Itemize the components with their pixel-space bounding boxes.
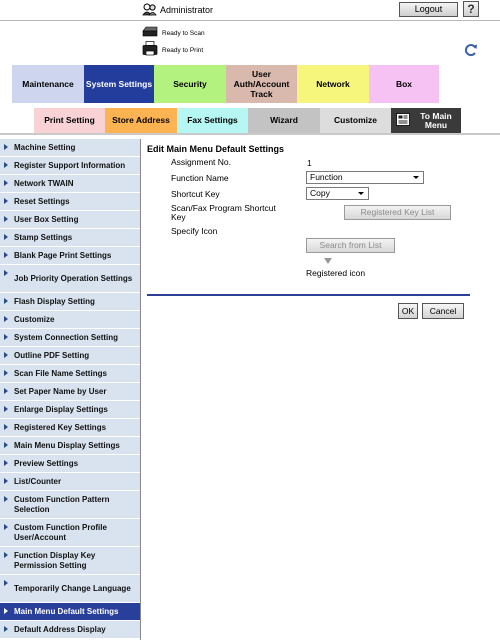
sidebar-item-label: Register Support Information [14, 160, 126, 170]
arrow-icon [4, 478, 8, 484]
sidebar-divider [140, 139, 141, 640]
sidebar-item-label: Job Priority Operation Settings [14, 273, 133, 283]
program-shortcut-label: Scan/Fax Program Shortcut Key [171, 203, 276, 222]
tab-maintenance-label: Maintenance [22, 79, 74, 89]
sidebar-item-label: Reset Settings [14, 196, 70, 206]
arrow-icon [4, 298, 8, 304]
registered-icon-label: Registered icon [306, 268, 366, 278]
sidebar-item-label: Custom Function Pattern Selection [14, 494, 110, 514]
sidebar-item-flash-display[interactable] [0, 293, 140, 311]
arrow-icon [4, 216, 8, 222]
sidebar-item-label: User Box Setting [14, 214, 79, 224]
sidebar-item-function-display-key[interactable] [0, 547, 140, 575]
chevron-down-icon [413, 176, 419, 179]
page-title: Edit Main Menu Default Settings [147, 144, 285, 154]
scan-status: Ready to Scan [162, 30, 205, 37]
sidebar-item-label: Scan File Name Settings [14, 368, 107, 378]
arrow-icon [4, 460, 8, 466]
sidebar-item-label: Temporarily Change Language [14, 583, 131, 593]
header-divider [0, 20, 500, 21]
sidebar-item-paper-name[interactable] [0, 383, 140, 401]
arrow-icon [4, 180, 8, 186]
user-name: Administrator [160, 5, 214, 15]
tab-fax-settings-label: Fax Settings [187, 115, 238, 125]
arrow-icon [4, 406, 8, 412]
arrow-icon [4, 496, 8, 502]
assignment-value: 1 [307, 158, 312, 168]
ok-button[interactable]: OK [398, 303, 418, 319]
sidebar-item-stamp[interactable] [0, 229, 140, 247]
tab-print-setting-label: Print Setting [44, 115, 95, 125]
print-status: Ready to Print [162, 47, 204, 54]
sidebar-item-registered-key[interactable] [0, 419, 140, 437]
sidebar-item-label: Set Paper Name by User [14, 386, 107, 396]
arrow-icon [4, 234, 8, 240]
registered-key-list-button[interactable]: Registered Key List [344, 205, 451, 220]
sidebar-item-label: Custom Function Profile User/Account [14, 522, 107, 542]
form-divider [147, 294, 470, 296]
tab-user-auth-label: User Auth/Account Track [233, 69, 290, 99]
sidebar-item-label: Customize [14, 314, 55, 324]
sidebar-item-change-language[interactable] [0, 575, 140, 603]
tab-user-auth[interactable] [226, 65, 297, 103]
arrow-icon [4, 580, 8, 586]
sidebar [0, 139, 140, 639]
sidebar-item-label: Machine Setting [14, 142, 76, 152]
function-name-label: Function Name [171, 173, 229, 183]
scanner-icon [142, 26, 158, 37]
tab-maintenance[interactable] [12, 65, 84, 103]
chevron-down-icon [358, 192, 364, 195]
sidebar-item-register-support[interactable] [0, 157, 140, 175]
sidebar-item-preview[interactable] [0, 455, 140, 473]
tab-network-label: Network [316, 79, 350, 89]
shortcut-key-value: Copy [310, 188, 330, 198]
tab-customize-label: Customize [334, 115, 377, 125]
sidebar-item-label: Enlarge Display Settings [14, 404, 108, 414]
sidebar-item-label: Blank Page Print Settings [14, 250, 112, 260]
sidebar-item-main-menu-display[interactable] [0, 437, 140, 455]
sidebar-item-main-menu-default[interactable] [0, 603, 140, 621]
sidebar-item-job-priority[interactable] [0, 265, 140, 293]
tab-box-label: Box [395, 79, 413, 89]
sidebar-item-customize[interactable] [0, 311, 140, 329]
tab-wizard-label: Wizard [270, 115, 298, 125]
search-from-list-button[interactable]: Search from List [306, 238, 395, 253]
arrow-icon [4, 626, 8, 632]
sidebar-item-network-twain[interactable] [0, 175, 140, 193]
specify-icon-label: Specify Icon [171, 226, 218, 236]
sidebar-item-scan-file-name[interactable] [0, 365, 140, 383]
printer-icon [142, 41, 158, 56]
tab-system-settings-label: System Settings [85, 79, 153, 89]
sidebar-item-user-box[interactable] [0, 211, 140, 229]
sidebar-item-label: Network TWAIN [14, 178, 74, 188]
shortcut-key-label: Shortcut Key [171, 189, 220, 199]
sidebar-item-system-connection[interactable] [0, 329, 140, 347]
tab-store-address-label: Store Address [112, 115, 170, 125]
function-name-value: Function [310, 172, 343, 182]
tab-to-main-menu[interactable] [391, 108, 461, 133]
tab-security-label: Security [173, 79, 207, 89]
sidebar-item-label: Default Address Display [14, 624, 106, 634]
arrow-icon [4, 552, 8, 558]
help-icon[interactable]: ? [463, 1, 479, 17]
shortcut-key-select[interactable] [306, 187, 369, 200]
arrow-icon [4, 388, 8, 394]
arrow-icon [4, 270, 8, 276]
main-menu-icon [396, 113, 410, 126]
sidebar-item-custom-function-pattern[interactable] [0, 491, 140, 519]
tab-print-setting[interactable] [34, 108, 105, 133]
sidebar-item-label: Preview Settings [14, 458, 79, 468]
sidebar-item-label: System Connection Setting [14, 332, 119, 342]
administrator-icon [142, 3, 157, 16]
tab-system-settings[interactable] [84, 65, 154, 103]
tab-to-main-menu-label: To Main Menu [420, 110, 452, 130]
sidebar-item-label: Registered Key Settings [14, 422, 107, 432]
sidebar-item-reset-settings[interactable] [0, 193, 140, 211]
sidebar-item-label: List/Counter [14, 476, 62, 486]
tab-bar-divider [0, 133, 500, 135]
logout-button[interactable]: Logout [399, 2, 458, 17]
sidebar-item-custom-function-profile[interactable] [0, 519, 140, 547]
arrow-icon [4, 162, 8, 168]
assignment-label: Assignment No. [171, 157, 231, 167]
sidebar-item-label: Outline PDF Setting [14, 350, 90, 360]
sidebar-item-blank-page[interactable] [0, 247, 140, 265]
function-name-select[interactable] [306, 171, 424, 184]
arrow-icon [4, 352, 8, 358]
arrow-icon [4, 198, 8, 204]
tab-box[interactable] [369, 65, 439, 103]
sidebar-item-label: Main Menu Default Settings [14, 606, 119, 616]
arrow-icon [4, 424, 8, 430]
arrow-icon [4, 252, 8, 258]
tab-network[interactable] [297, 65, 369, 103]
tab-customize[interactable] [320, 108, 391, 133]
cancel-button[interactable]: Cancel [422, 303, 464, 319]
arrow-icon [4, 144, 8, 150]
arrow-icon [4, 442, 8, 448]
arrow-down-icon [324, 258, 332, 264]
tab-store-address[interactable] [105, 108, 177, 133]
arrow-icon [4, 316, 8, 322]
sidebar-item-default-address[interactable] [0, 621, 140, 639]
tab-wizard[interactable] [248, 108, 320, 133]
sidebar-item-outline-pdf[interactable] [0, 347, 140, 365]
sidebar-item-label: Flash Display Setting [14, 296, 95, 306]
sidebar-item-enlarge-display[interactable] [0, 401, 140, 419]
tab-fax-settings[interactable] [177, 108, 248, 133]
sidebar-item-label: Function Display Key Permission Setting [14, 550, 96, 570]
sidebar-item-label: Main Menu Display Settings [14, 440, 120, 450]
arrow-icon [4, 524, 8, 530]
refresh-icon[interactable] [464, 43, 478, 57]
arrow-icon [4, 370, 8, 376]
sidebar-item-machine-setting[interactable] [0, 139, 140, 157]
sidebar-item-list-counter[interactable] [0, 473, 140, 491]
arrow-icon [4, 334, 8, 340]
arrow-icon [4, 608, 8, 614]
sidebar-item-label: Stamp Settings [14, 232, 73, 242]
tab-security[interactable] [154, 65, 226, 103]
